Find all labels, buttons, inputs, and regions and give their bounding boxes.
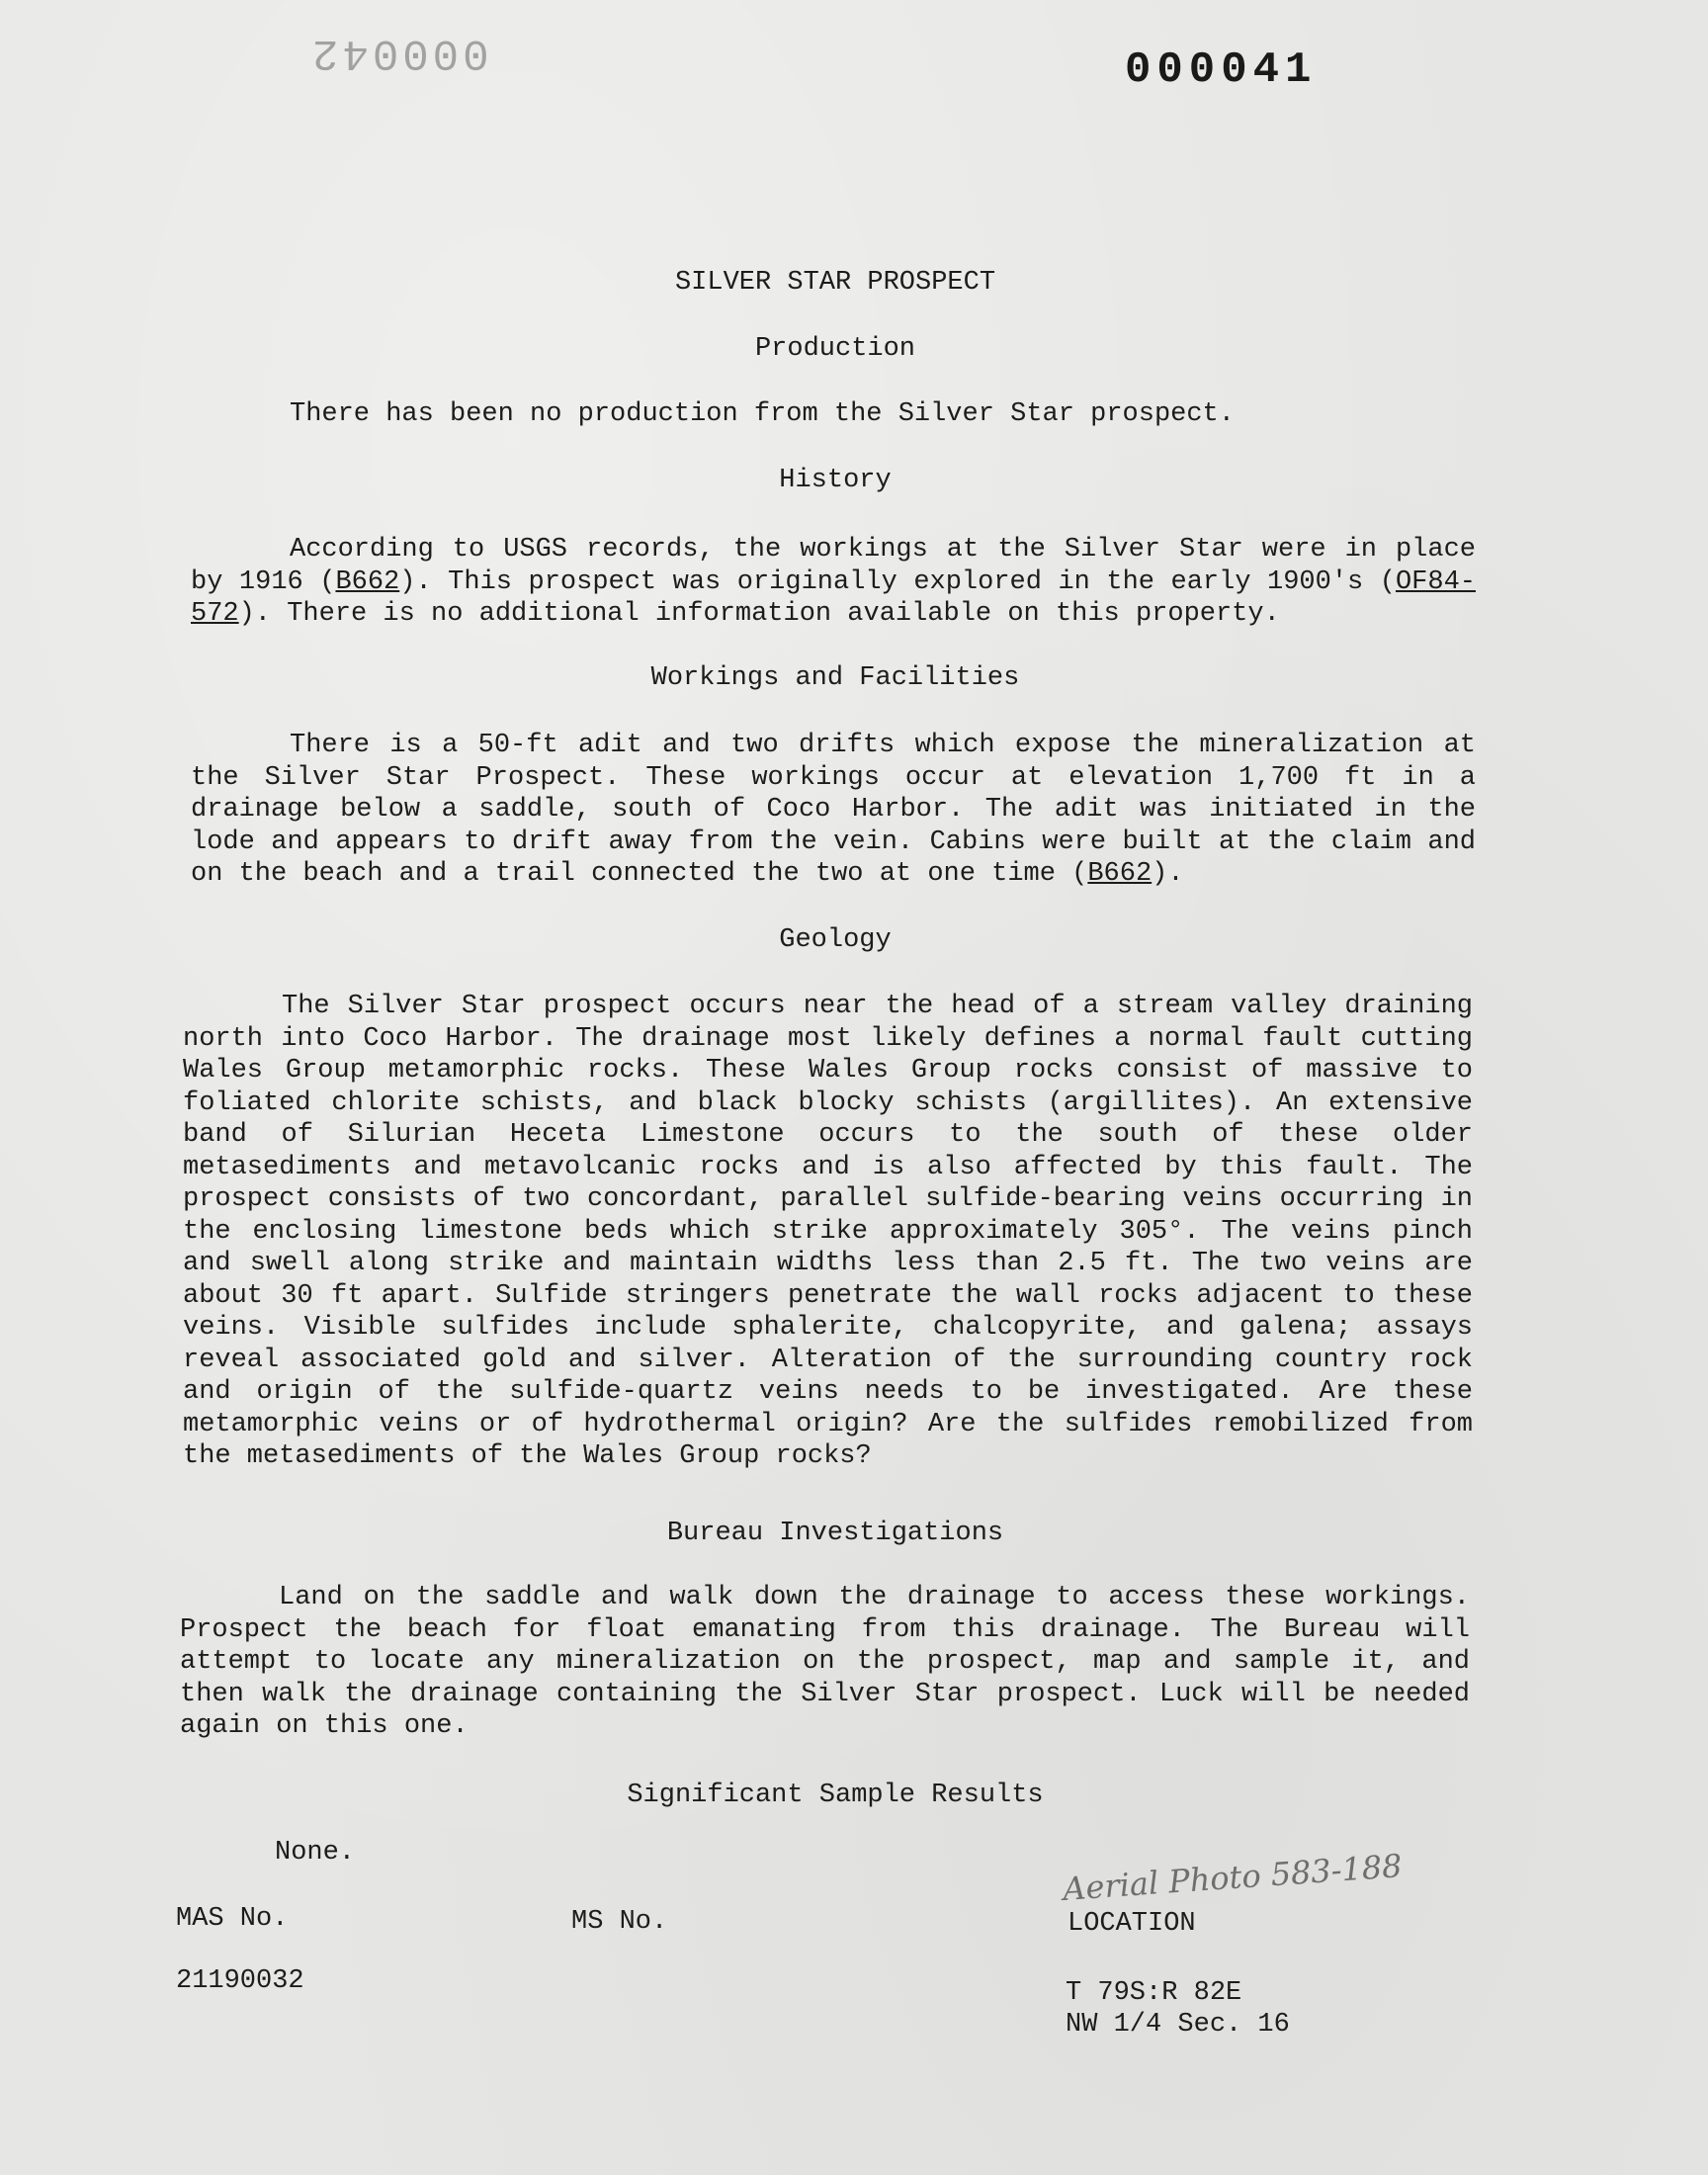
- handwritten-note: Aerial Photo 583-188: [1062, 1847, 1404, 1908]
- heading-production: Production: [754, 334, 916, 364]
- page-number-stamp: 000041: [1125, 45, 1318, 95]
- bureau-paragraph: [180, 1582, 1470, 1743]
- reversed-page-stamp: 000042: [308, 28, 489, 77]
- history-text-1: According to USGS records, the workings at the Silver Star were in place by 1916 (: [191, 535, 1476, 597]
- heading-sample-results: Significant Sample Results: [627, 1781, 1044, 1810]
- workings-text-2: ).: [1152, 859, 1184, 889]
- workings-text-1: There is a 50-ft adit and two drifts which expose the mineralization at the Silver Star Prospect. These workings occur at elevation 1,700 ft in a drainage below a saddle, south of Coco Harbor. The adit was initiated in the lode and appears to drift away from the vein. Cabins were built at the claim and on the beach and a trail connected the two at one time (: [191, 731, 1476, 889]
- ms-no-label: MS No.: [571, 1907, 668, 1937]
- heading-workings: Workings and Facilities: [650, 663, 1020, 693]
- mas-no-value: 21190032: [176, 1966, 304, 1996]
- bureau-text: Land on the saddle and walk down the drainage to access these workings. Prospect the beach for float emanating from this drainage. The Bureau will attempt to locate any mineralization on the prospect, map and sample it, and then walk the drainage containing the Silver Star prospect. Luck will be needed again on this one.: [180, 1583, 1470, 1741]
- location-section: NW 1/4 Sec. 16: [1066, 2010, 1290, 2040]
- reference-of84-572: OF84-572: [191, 566, 1476, 629]
- geology-paragraph: [183, 991, 1473, 1473]
- history-text-2: ). This prospect was originally explored in the early 1900's (: [399, 566, 1396, 597]
- heading-bureau-investigations: Bureau Investigations: [666, 1519, 1004, 1548]
- heading-history: History: [779, 466, 892, 495]
- reference-b662-2: B662: [1087, 859, 1153, 889]
- heading-geology: Geology: [779, 925, 892, 955]
- production-paragraph: There has been no production from the Silver Star prospect.: [290, 399, 1235, 429]
- workings-paragraph: [191, 730, 1476, 891]
- history-text-3: ). There is no additional information available on this property.: [238, 599, 1280, 629]
- history-paragraph: [191, 534, 1476, 631]
- location-township-range: T 79S:R 82E: [1066, 1978, 1242, 2008]
- reference-b662: B662: [335, 566, 400, 597]
- geology-text: The Silver Star prospect occurs near the head of a stream valley draining north into Coco Harbor. The drainage most likely defines a normal fault cutting Wales Group metamorphic rocks. These Wales Group rocks consist of massive to foliated chlorite schists, and black blocky schists (argillites). An extensive band of Silurian Heceta Limestone occurs to the south of these older metasediments and metavolcanic rocks and is also affected by this fault. The prospect consists of two concordant, parallel sulfide-bearing veins occurring in the enclosing limestone beds which strike approximately 305°. The veins pinch and swell along strike and maintain widths less than 2.5 ft. The two veins are about 30 ft apart. Sulfide stringers penetrate the wall rocks adjacent to these veins. Visible sulfides include sphalerite, chalcopyrite, and galena; assays reveal associated gold and silver. Alteration of the surrounding country rock and origin of the sulfide-quartz veins needs to be investigated. Are these metamorphic veins or of hydrothermal origin? Are the sulfides remobilized from the metasediments of the Wales Group rocks?: [183, 992, 1473, 1471]
- sample-results-value: None.: [275, 1838, 356, 1868]
- location-label: LOCATION: [1068, 1909, 1196, 1939]
- document-title: SILVER STAR PROSPECT: [674, 268, 996, 298]
- mas-no-label: MAS No.: [176, 1904, 289, 1934]
